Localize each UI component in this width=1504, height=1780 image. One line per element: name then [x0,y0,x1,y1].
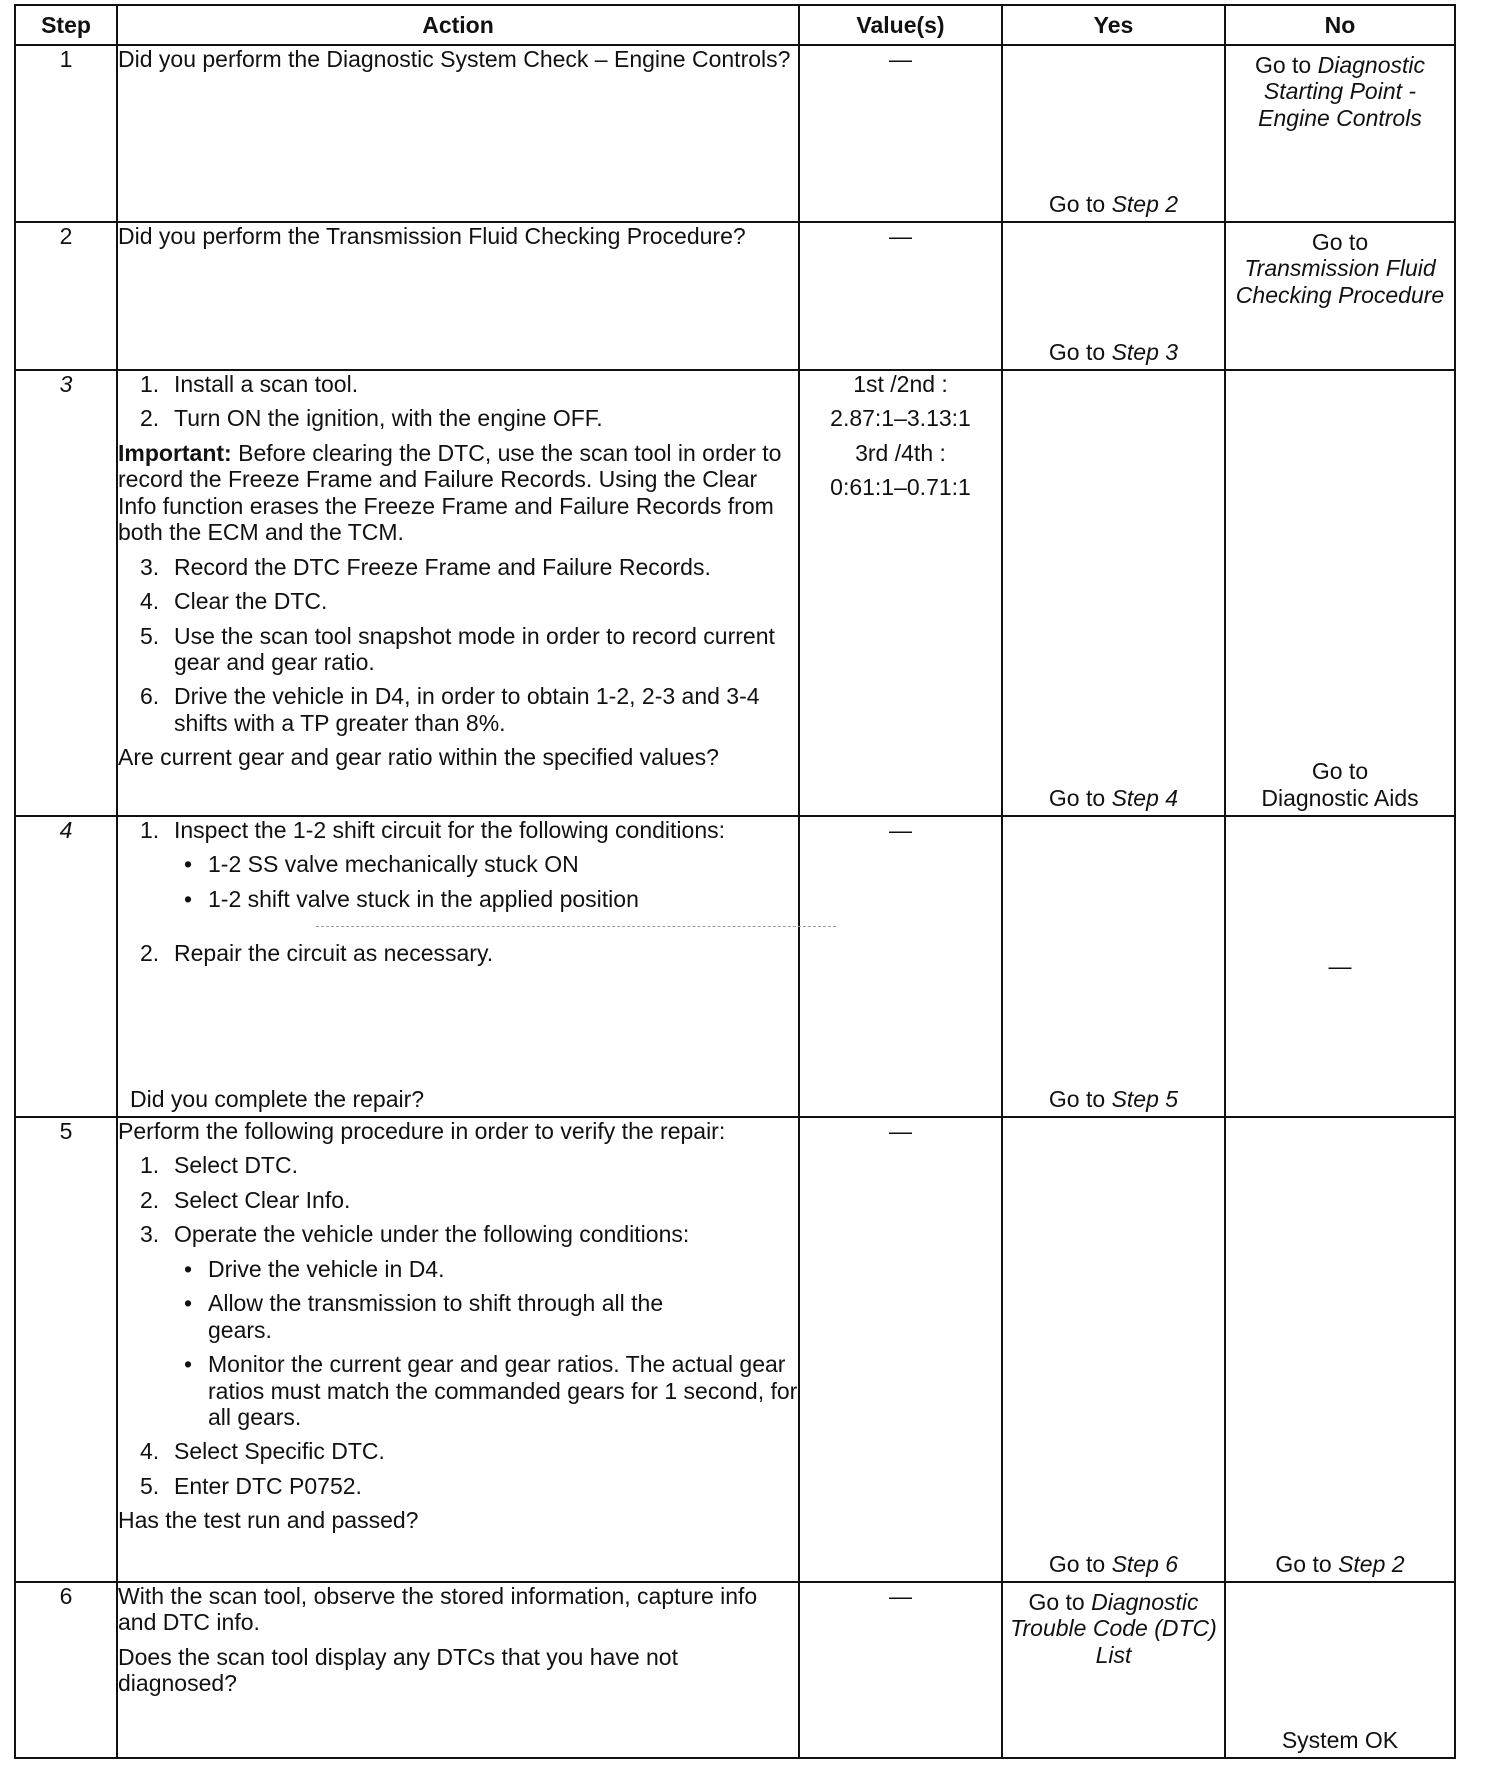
list-item: 3. Operate the vehicle under the following conditions: [140,1221,690,1248]
value-cell: — [799,222,1002,370]
yes-link[interactable]: Go to Diagnostic Trouble Code (DTC) List [1010,1589,1217,1668]
no-cell [1225,222,1455,370]
no-link[interactable]: Go to Step 2 [1275,1550,1405,1577]
action-question: Did you perform the Diagnostic System Check – Engine Controls? [118,46,791,72]
list-item: 2. Select Clear Info. [140,1186,351,1213]
value-line: 2.87:1–3.13:1 [830,405,971,432]
action-intro: Perform the following procedure in order to verify the repair: [118,1118,726,1144]
list-item: 5. Enter DTC P0752. [140,1472,362,1499]
list-item: 4. Clear the DTC. [140,588,328,615]
yes-link[interactable]: Go to Step 2 [1048,190,1179,217]
value-cell [799,370,1002,816]
header-action: Action [117,5,799,45]
list-item: 5. Use the scan tool snapshot mode in order to record current gear and gear ratio. [140,622,775,675]
action-cell [117,816,799,1117]
header-step: Step [15,5,117,45]
header-values: Value(s) [799,5,1002,45]
bullet-item: • Allow the transmission to shift through all the gears. [184,1290,664,1343]
step-number: 4 [15,816,117,1117]
action-question: Does the scan tool display any DTCs that you have not diagnosed? [118,1643,678,1697]
no-link[interactable]: Go to Diagnostic Starting Point - Engine Controls [1254,52,1426,131]
yes-cell [1002,222,1225,370]
table-row-step-5 [15,1117,1455,1582]
step-number: 3 [15,370,117,816]
table-row-step-2 [15,222,1455,370]
value-cell: — [799,1117,1002,1582]
list-item: 2. Repair the circuit as necessary. [140,940,494,967]
value-line: 0:61:1–0.71:1 [830,474,971,501]
action-question: Has the test run and passed? [118,1507,419,1534]
yes-cell [1002,1117,1225,1582]
bullet-item: • Monitor the current gear and gear ratios. The actual gear ratios must match the commanded gears for 1 second, for all gears. [184,1351,798,1430]
yes-cell [1002,45,1225,222]
no-cell [1225,1582,1455,1758]
diagnostic-table [14,4,1456,1759]
value-line: 3rd /4th : [855,439,946,466]
action-question: Did you perform the Transmission Fluid Checking Procedure? [118,223,746,249]
no-result[interactable]: System OK [1281,1726,1399,1753]
action-question: Are current gear and gear ratio within the specified values? [118,744,719,771]
list-item: 1. Select DTC. [140,1152,298,1179]
no-link[interactable]: Go to Transmission Fluid Checking Procedure [1235,229,1445,308]
bullet-item: • 1-2 SS valve mechanically stuck ON [184,851,579,878]
yes-cell [1002,370,1225,816]
table-row-step-4 [15,816,1455,1117]
yes-cell [1002,1582,1225,1758]
action-cell [117,1117,799,1582]
list-item: 6. Drive the vehicle in D4, in order to obtain 1-2, 2-3 and 3-4 shifts with a TP greater than 8%. [140,683,760,736]
header-no: No [1225,5,1455,45]
list-item: 2. Turn ON the ignition, with the engine OFF. [140,405,603,432]
step-number: 5 [15,1117,117,1582]
bullet-item: • 1-2 shift valve stuck in the applied position [184,885,639,912]
table-row-step-1 [15,45,1455,222]
no-cell: — [1225,816,1455,1117]
action-cell [117,370,799,816]
yes-link[interactable]: Go to Step 6 [1048,1550,1179,1577]
action-instruction: With the scan tool, observe the stored information, capture info and DTC info. [118,1583,758,1636]
value-line: 1st /2nd : [853,371,948,397]
action-cell [117,222,799,370]
table-row-step-6 [15,1582,1455,1758]
no-link[interactable]: Go to Diagnostic Aids [1261,758,1419,811]
step-number: 1 [15,45,117,222]
yes-link[interactable]: Go to Step 3 [1048,338,1179,365]
no-cell [1225,1117,1455,1582]
value-cell: — [799,1582,1002,1758]
header-yes: Yes [1002,5,1225,45]
step-number: 6 [15,1582,117,1758]
action-cell [117,1582,799,1758]
diagnostic-table-page [14,4,1454,1759]
yes-link[interactable]: Go to Step 5 [1048,1085,1179,1112]
scan-artifact [118,920,798,940]
yes-cell [1002,816,1225,1117]
no-cell [1225,370,1455,816]
list-item: 1. Install a scan tool. [140,371,359,397]
step-number: 2 [15,222,117,370]
value-cell: — [799,45,1002,222]
yes-link[interactable]: Go to Step 4 [1048,784,1179,811]
action-question: Did you complete the repair? [130,1085,425,1112]
bullet-item: • Drive the vehicle in D4. [184,1255,445,1282]
header-row [15,5,1455,45]
action-cell [117,45,799,222]
list-item: 3. Record the DTC Freeze Frame and Failure Records. [140,553,711,580]
no-cell [1225,45,1455,222]
important-note: Important: Before clearing the DTC, use the scan tool in order to record the Freeze Frame and Failure Records. Using the Clear Info function erases the Freeze Frame and Failure Records from both the ECM and the TCM. [118,439,782,546]
value-cell: — [799,816,1002,1117]
list-item: 4. Select Specific DTC. [140,1438,385,1465]
table-row-step-3 [15,370,1455,816]
list-item: 1. Inspect the 1-2 shift circuit for the following conditions: [140,817,726,843]
